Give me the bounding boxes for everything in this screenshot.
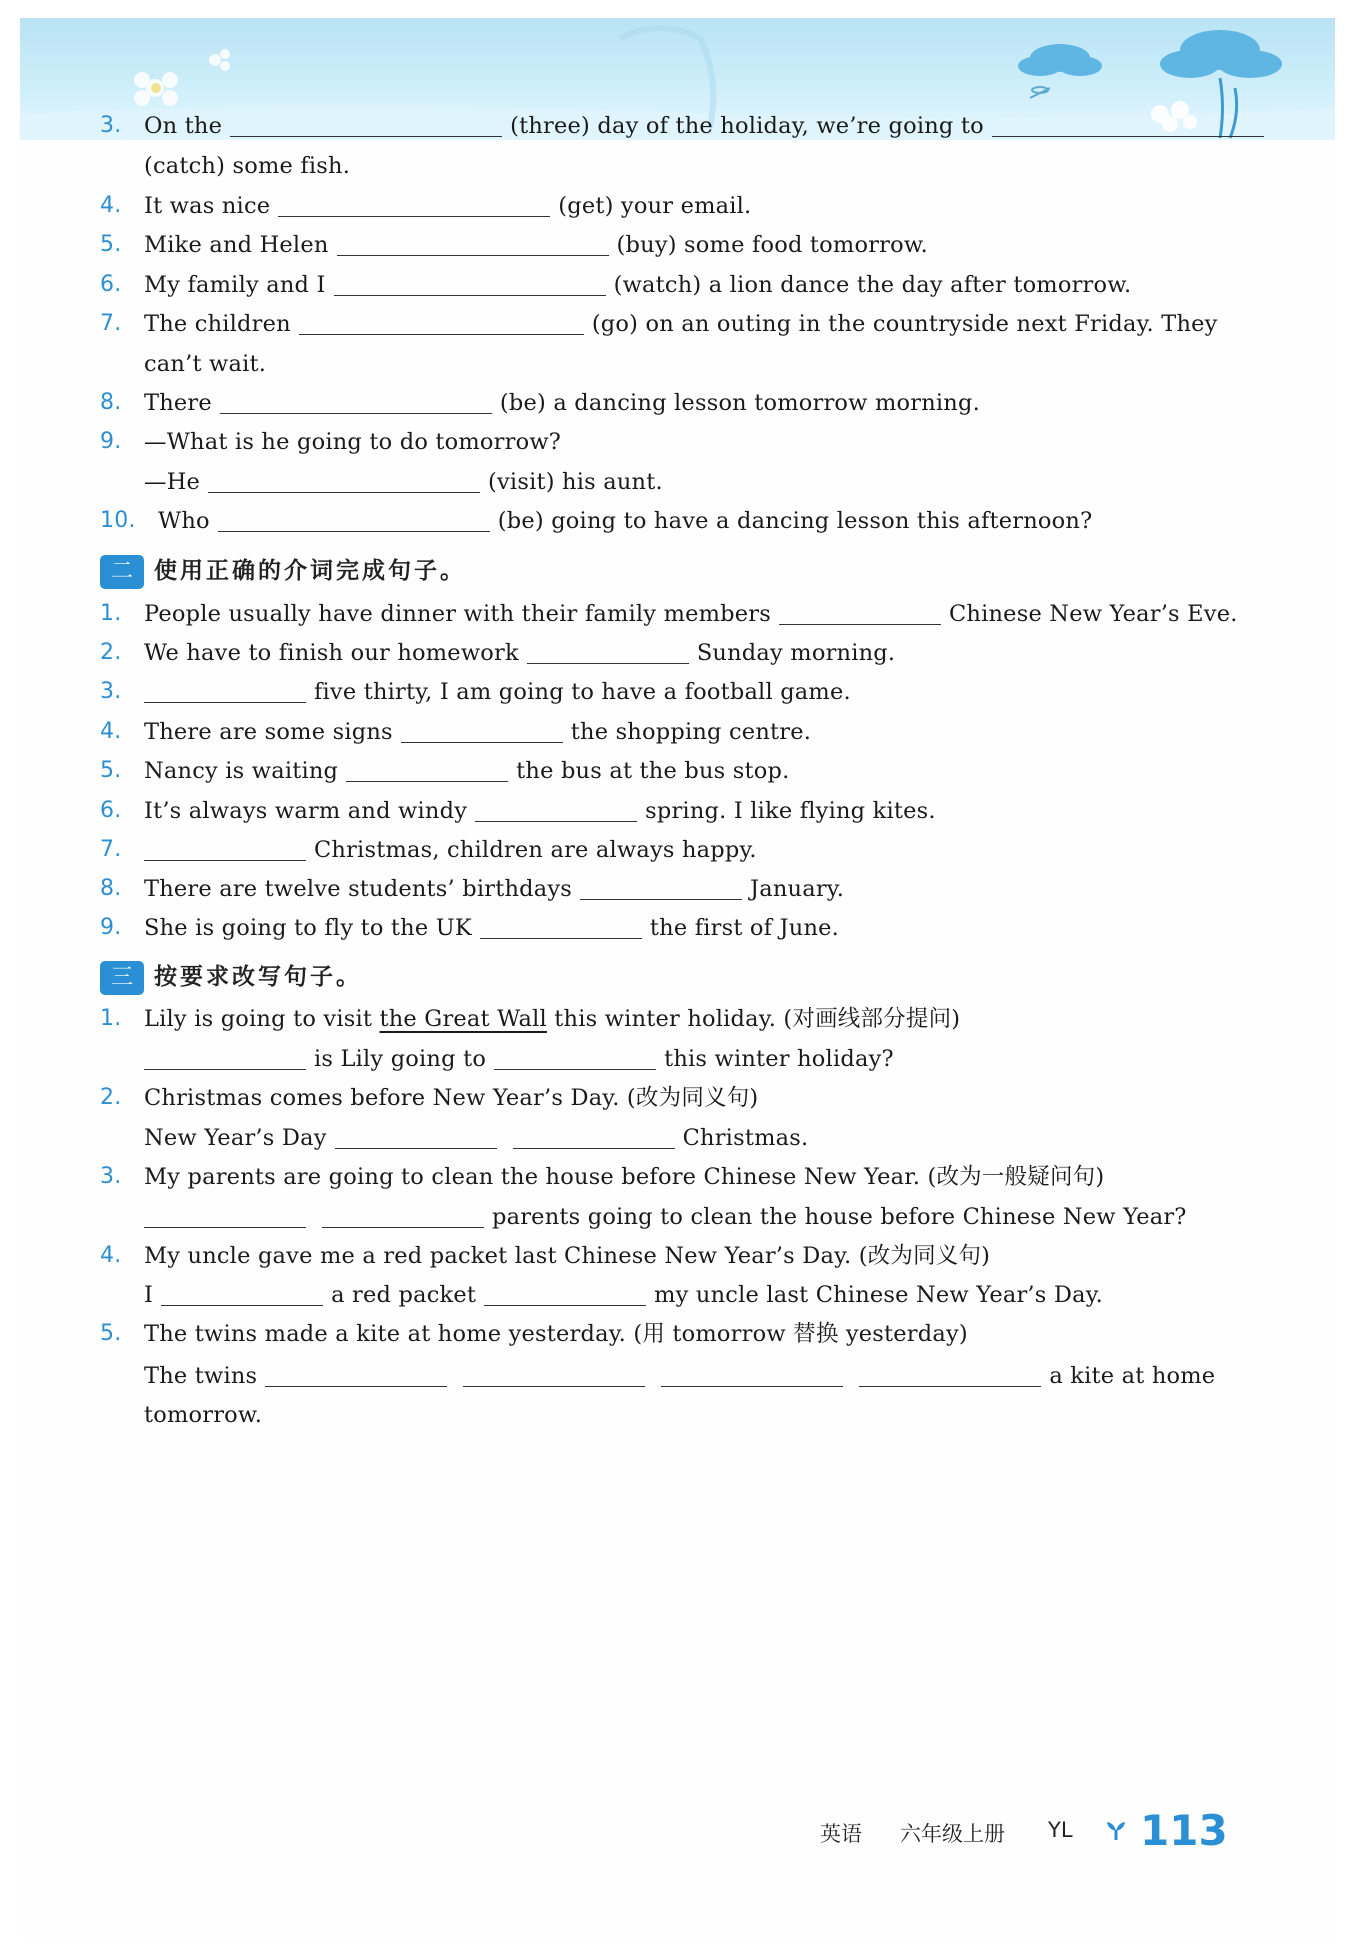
answer-blank[interactable] [144,678,306,703]
answer-blank[interactable] [218,507,490,532]
item-text: can’t wait. [144,351,267,377]
answer-blank[interactable] [230,112,502,137]
item-text: She is going to fly to the UK [144,915,472,941]
answer-blank[interactable] [513,1124,675,1149]
answer-blank[interactable] [337,231,609,256]
item-number: 9. [100,429,122,454]
answer-blank[interactable] [494,1045,656,1070]
item-text: January. [750,876,845,902]
item-text: New Year’s Day [144,1125,327,1151]
answer-blank[interactable] [463,1362,645,1387]
answer-blank[interactable] [278,192,550,217]
answer-blank[interactable] [527,639,689,664]
item-text: —What is he going to do tomorrow? [144,429,562,455]
item-text: (go) on an outing in the countryside next Friday. They [591,311,1218,337]
item-text: The twins made a kite at home yesterday. (用 tomorrow 替换 yesterday) [144,1321,968,1347]
section-badge: 三 [100,961,144,995]
answer-blank[interactable] [580,875,742,900]
item-text: There are twelve students’ birthdays [144,876,573,902]
item-text: Lily is going to visit [144,1006,373,1032]
item-text: It’s always warm and windy [144,798,468,824]
item-number: 5. [100,1321,122,1346]
answer-blank[interactable] [335,1124,497,1149]
answer-blank[interactable] [299,310,584,335]
answer-blank[interactable] [779,600,941,625]
item-text: (be) a dancing lesson tomorrow morning. [499,390,980,416]
footer-edition: YL [1048,1818,1073,1842]
item-text: (get) your email. [558,193,752,219]
item-number: 1. [100,1006,122,1031]
item-number: 4. [100,1243,122,1268]
section-badge: 二 [100,555,144,589]
answer-blank[interactable] [859,1362,1041,1387]
answer-blank[interactable] [161,1281,323,1306]
underlined-phrase: the Great Wall [379,1006,547,1032]
page-number: 113 [1140,1806,1228,1855]
section-heading [100,958,362,994]
item-text: My uncle gave me a red packet last Chinese New Year’s Day. (改为同义句) [144,1243,991,1269]
cloud-icon [1018,30,1282,78]
item-number: 8. [100,876,122,901]
item-number: 4. [100,193,122,218]
item-number: 8. [100,390,122,415]
answer-blank[interactable] [144,1045,306,1070]
answer-blank[interactable] [334,271,606,296]
item-text: (catch) some fish. [144,153,351,179]
item-text: tomorrow. [144,1402,263,1428]
answer-blank[interactable] [208,468,480,493]
item-number: 1. [100,601,122,626]
item-number: 5. [100,758,122,783]
item-text: Christmas comes before New Year’s Day. (改为同义句) [144,1085,759,1111]
item-text: Nancy is waiting [144,758,339,784]
item-text: On the [144,113,223,139]
item-number: 3. [100,679,122,704]
footer-subject: 英语 [820,1822,862,1846]
flower-icon [134,49,230,106]
item-text: There are some signs [144,719,393,745]
answer-blank[interactable] [401,718,563,743]
answer-blank[interactable] [475,797,637,822]
answer-blank[interactable] [220,389,492,414]
item-number: 7. [100,311,122,336]
answer-blank[interactable] [484,1281,646,1306]
leaf-icon [1105,1820,1127,1842]
item-number: 10. [100,508,136,533]
item-number: 2. [100,640,122,665]
item-text: (three) day of the holiday, we’re going to [510,113,984,139]
item-text: the first of June. [649,915,840,941]
answer-blank[interactable] [661,1362,843,1387]
answer-blank[interactable] [346,757,508,782]
item-text: My parents are going to clean the house before Chinese New Year. (改为一般疑问句) [144,1164,1105,1190]
item-text: We have to finish our homework [144,640,519,666]
item-number: 4. [100,719,122,744]
dragonfly-icon [1030,87,1050,98]
item-text: a kite at home [1049,1363,1216,1389]
item-number: 7. [100,837,122,862]
section-title: 按要求改写句子。 [154,964,362,990]
answer-blank[interactable] [992,112,1264,137]
item-number: 6. [100,272,122,297]
item-text: I [144,1282,154,1308]
item-text: Sunday morning. [696,640,896,666]
item-text: The children [144,311,291,337]
item-text: Chinese New Year’s Eve. [948,601,1238,627]
answer-blank[interactable] [322,1203,484,1228]
item-text: It was nice [144,193,271,219]
item-text: this winter holiday. (对画线部分提问) [554,1006,961,1032]
item-number: 5. [100,232,122,257]
item-text: —He [144,469,201,495]
section-title: 使用正确的介词完成句子。 [154,558,466,584]
item-number: 2. [100,1085,122,1110]
answer-blank[interactable] [480,914,642,939]
item-text: a red packet [331,1282,477,1308]
item-text: People usually have dinner with their family members [144,601,771,627]
item-text: Christmas, children are always happy. [314,837,757,863]
workbook-page [20,18,1335,1938]
footer-grade: 六年级上册 [900,1822,1005,1846]
section-heading [100,552,466,588]
item-number: 3. [100,113,122,138]
item-text: my uncle last Chinese New Year’s Day. [654,1282,1104,1308]
answer-blank[interactable] [144,836,306,861]
item-text: parents going to clean the house before Chinese New Year? [492,1204,1187,1230]
item-text: There [144,390,212,416]
item-number: 6. [100,798,122,823]
item-text: this winter holiday? [664,1046,894,1072]
page-footer [20,1806,1335,1856]
item-text: Mike and Helen [144,232,329,258]
answer-blank[interactable] [265,1362,447,1387]
item-text: is Lily going to [314,1046,487,1072]
item-text: Christmas. [682,1125,809,1151]
item-number: 9. [100,915,122,940]
item-text: spring. I like flying kites. [645,798,936,824]
item-text: (be) going to have a dancing lesson this afternoon? [497,508,1093,534]
item-number: 3. [100,1164,122,1189]
item-text: (visit) his aunt. [488,469,663,495]
item-text: Who [158,508,210,534]
item-text: (watch) a lion dance the day after tomorrow. [613,272,1132,298]
answer-blank[interactable] [144,1203,306,1228]
item-text: the bus at the bus stop. [516,758,790,784]
item-text: the shopping centre. [570,719,812,745]
item-text: My family and I [144,272,326,298]
item-text: The twins [144,1363,258,1389]
item-text: (buy) some food tomorrow. [616,232,928,258]
item-text: five thirty, I am going to have a football game. [314,679,851,705]
